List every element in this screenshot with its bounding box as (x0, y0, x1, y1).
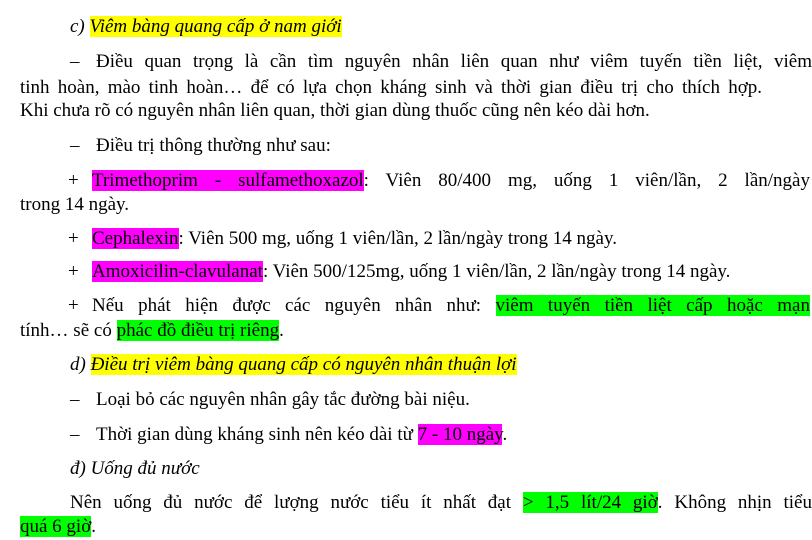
d2-highlight: 7 - 10 ngày (417, 424, 503, 445)
drug1-line2: trong 14 ngày. (20, 194, 130, 215)
dash-bullet: – (70, 135, 80, 156)
section-c-prefix: c) (70, 16, 90, 37)
dash-bullet: – (70, 424, 80, 445)
plus-bullet: + (68, 170, 79, 191)
para1-line3: Khi chưa rõ có nguyên nhân liên quan, thời gian dùng thuốc cũng nên kéo dài hơn. (20, 100, 650, 121)
para2: – Điều trị thông thường như sau: (20, 133, 812, 159)
water-highlight-2: quá 6 giờ (20, 516, 92, 537)
plus-bullet: + (68, 295, 79, 316)
dash-bullet: – (70, 389, 80, 410)
section-c-title: Viêm bàng quang cấp ở nam giới (89, 16, 342, 37)
plus-bullet: + (68, 261, 79, 282)
d2: – Thời gian dùng kháng sinh nên kéo dài từ 7 - 10 ngày. (20, 422, 812, 448)
section-dd-prefix: đ) (70, 458, 91, 479)
water-line2: quá 6 giờ. (20, 516, 97, 537)
section-d-heading (20, 352, 812, 378)
para1-line1: – Điều quan trọng là cần tìm nguyên nhân liên quan như viêm tuyến tiền liệt, viêm (20, 49, 812, 75)
drug2: + Cephalexin: Viên 500 mg, uống 1 viên/lần, 2 lần/ngày trong 14 ngày. (20, 226, 810, 252)
cause-line1: + Nếu phát hiện được các nguyên nhân như: viêm tuyến tiền liệt cấp hoặc mạn (20, 293, 810, 319)
drug1-name: Trimethoprim - sulfamethoxazol (92, 170, 364, 191)
cause-line2: tính… sẽ có phác đồ điều trị riêng. (20, 320, 284, 341)
dash-bullet: – (70, 51, 80, 72)
section-d-prefix: d) (70, 354, 91, 375)
section-c-heading (20, 14, 812, 40)
drug3-name: Amoxicilin-clavulanat (92, 261, 263, 282)
d1: – Loại bỏ các nguyên nhân gây tắc đường bài niệu. (20, 387, 812, 413)
section-d-title: Điều trị viêm bàng quang cấp có nguyên nhân thuận lợi (90, 354, 517, 375)
water-line1: Nên uống đủ nước để lượng nước tiểu ít nhất đạt > 1,5 lít/24 giờ. Không nhịn tiểu (70, 492, 812, 513)
section-dd-heading (20, 456, 812, 482)
cause-highlight-2: phác đồ điều trị riêng (116, 320, 280, 341)
drug2-name: Cephalexin (92, 228, 179, 249)
drug3: + Amoxicilin-clavulanat: Viên 500/125mg, uống 1 viên/lần, 2 lần/ngày trong 14 ngày. (20, 259, 810, 285)
section-dd-title: Uống đủ nước (90, 458, 200, 479)
drug1-line1: + Trimethoprim - sulfamethoxazol: Viên 80/400 mg, uống 1 viên/lần, 2 lần/ngày (20, 168, 810, 194)
plus-bullet: + (68, 228, 79, 249)
cause-highlight-1: viêm tuyến tiền liệt cấp hoặc mạn (495, 295, 810, 316)
para1-line2: tinh hoàn, mào tinh hoàn… để có lựa chọn kháng sinh và thời gian điều trị cho thích hợp. (20, 77, 762, 98)
water-highlight-1: > 1,5 lít/24 giờ (522, 492, 658, 513)
